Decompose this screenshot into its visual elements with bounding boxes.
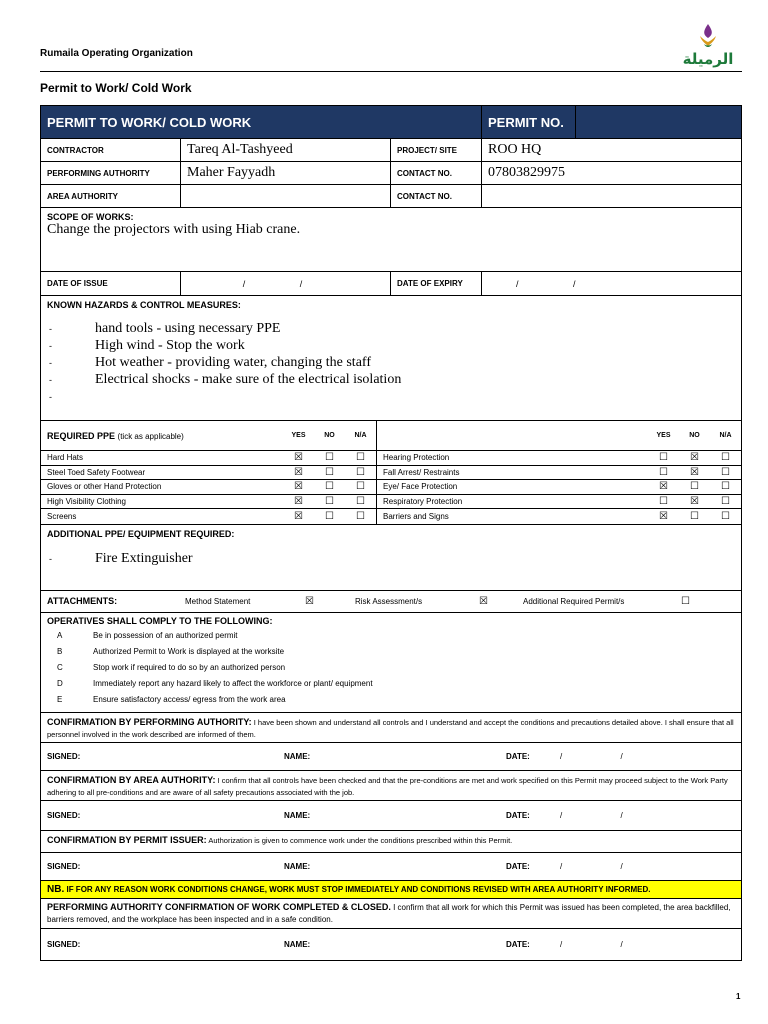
name-label: NAME: [284,751,311,761]
contractor-row [41,139,741,162]
checkbox-no[interactable]: ☒ [690,495,699,507]
issue-date-label: DATE OF ISSUE [41,272,181,295]
hazards-label: KNOWN HAZARDS & CONTROL MEASURES: [47,300,241,310]
checkbox-yes[interactable]: ☒ [659,481,668,493]
checkbox-no[interactable]: ☐ [325,495,334,507]
contact2-label: CONTACT NO. [391,185,482,207]
list-item: - [49,391,52,402]
project-label: PROJECT/ SITE [391,139,482,161]
col-na: N/A [354,432,367,439]
hazards-section [41,296,741,421]
organization-name: Rumaila Operating Organization [40,48,193,59]
closed-confirmation-text: I confirm that all work for which this Permit was issued has been completed, the area backfilled, barriers removed, and the workplace has been inspected and in a safe condition. [47,902,731,924]
additional-permit-label: Additional Required Permit/s [523,596,625,606]
list-item: - Fire Extinguisher [49,551,193,566]
page-number: 1 [736,992,741,1001]
table-row: Gloves or other Hand Protection ☒ ☐ ☐ [41,480,376,495]
table-row: Barriers and Signs ☒ ☐ ☐ [377,509,741,524]
area-authority-label: AREA AUTHORITY [41,185,181,207]
additional-permit-checkbox[interactable]: ☐ [681,595,690,607]
col-no: NO [324,432,335,439]
ppe-header [41,421,376,451]
scope-field[interactable]: Change the projectors with using Hiab crane. [47,222,301,237]
performing-authority-label: PERFORMING AUTHORITY [41,162,181,184]
checkbox-yes[interactable]: ☐ [659,495,668,507]
contact-label: CONTACT NO. [391,162,482,184]
checkbox-na[interactable]: ☐ [356,495,365,507]
issuer-confirmation [41,831,741,853]
date-field[interactable]: / / [560,861,651,871]
nb-text: IF FOR ANY REASON WORK CONDITIONS CHANGE, WORK MUST STOP IMMEDIATELY AND CONDITIONS REVISED WITH AREA AUTHORITY INFORMED. [66,884,651,894]
checkbox-na[interactable]: ☐ [356,452,365,464]
closed-confirmation-title: PERFORMING AUTHORITY CONFIRMATION OF WORK COMPLETED & CLOSED. [47,901,391,912]
permit-form [40,105,742,961]
date-field[interactable]: / / [560,810,651,820]
list-item: B Authorized Permit to Work is displayed at the worksite [57,647,285,656]
name-label: NAME: [284,810,311,820]
additional-ppe-list [47,551,735,568]
project-field[interactable]: ROO HQ [488,142,542,157]
checkbox-na[interactable]: ☐ [356,466,365,478]
signed-label: SIGNED: [47,751,81,761]
method-statement-checkbox[interactable]: ☒ [305,595,314,607]
scope-label: SCOPE OF WORKS: [47,212,134,222]
checkbox-yes[interactable]: ☐ [659,466,668,478]
nb-warning [41,881,741,899]
checkbox-na[interactable]: ☐ [721,452,730,464]
performing-row [41,162,741,185]
table-row: High Visibility Clothing ☒ ☐ ☐ [41,495,376,510]
signed-label: SIGNED: [47,810,81,820]
date-field[interactable]: / / [560,939,651,949]
date-label: DATE: [506,861,530,871]
area-confirmation-title: CONFIRMATION BY AREA AUTHORITY: [47,774,216,785]
col-no: NO [689,432,700,439]
signature-row [41,929,741,960]
signature-row [41,853,741,881]
checkbox-no[interactable]: ☐ [325,466,334,478]
checkbox-na[interactable]: ☐ [721,481,730,493]
checkbox-na[interactable]: ☐ [721,495,730,507]
date-label: DATE: [506,939,530,949]
table-row: Steel Toed Safety Footwear ☒ ☐ ☐ [41,466,376,481]
name-label: NAME: [284,861,311,871]
checkbox-yes[interactable]: ☒ [294,452,303,464]
closed-confirmation [41,899,741,929]
logo-text: الرميلة [682,50,734,68]
checkbox-no[interactable]: ☐ [325,481,334,493]
risk-assessment-checkbox[interactable]: ☒ [479,595,488,607]
permit-no-label: PERMIT NO. [482,106,576,138]
method-statement-label: Method Statement [185,596,251,606]
additional-ppe-label: ADDITIONAL PPE/ EQUIPMENT REQUIRED: [47,528,235,539]
checkbox-yes[interactable]: ☒ [659,510,668,522]
list-item: D Immediately report any hazard likely to affect the workforce or plant/ equipment [57,679,373,688]
table-row: Hearing Protection ☐ ☒ ☐ [377,451,741,466]
form-title: PERMIT TO WORK/ COLD WORK [41,106,482,138]
hazards-list [47,320,735,405]
issue-date-field[interactable]: / / [181,272,391,295]
signed-label: SIGNED: [47,861,81,871]
checkbox-no[interactable]: ☐ [690,510,699,522]
col-yes: YES [656,432,671,439]
list-item: A Be in possession of an authorized permit [57,631,238,640]
issuer-confirmation-text: Authorization is given to commence work under the conditions prescribed within this Permit. [208,835,513,845]
page-title: Permit to Work/ Cold Work [40,81,192,95]
checkbox-yes[interactable]: ☒ [294,466,303,478]
checkbox-yes[interactable]: ☒ [294,481,303,493]
checkbox-yes[interactable]: ☒ [294,510,303,522]
area-confirmation [41,771,741,801]
checkbox-yes[interactable]: ☒ [294,495,303,507]
date-field[interactable]: / / [560,751,651,761]
list-item: C Stop work if required to do so by an authorized person [57,663,286,672]
nb-label: NB. [47,883,65,895]
table-row: Respiratory Protection ☐ ☒ ☐ [377,495,741,510]
name-label: NAME: [284,939,311,949]
ppe-table [41,421,741,525]
ppe-left-column [41,421,377,524]
checkbox-no[interactable]: ☐ [325,510,334,522]
permit-no-field[interactable] [576,106,741,138]
form-header-row [41,106,741,139]
area-authority-field[interactable] [181,185,391,207]
col-yes: YES [291,432,306,439]
contractor-field[interactable]: Tareq Al-Tashyeed [181,139,391,161]
risk-assessment-label: Risk Assessment/s [355,596,423,606]
table-row: Eye/ Face Protection ☒ ☐ ☐ [377,480,741,495]
performing-authority-field[interactable]: Maher Fayyadh [181,162,391,184]
area-row [41,185,741,208]
checkbox-yes[interactable]: ☐ [659,452,668,464]
checkbox-na[interactable]: ☐ [721,466,730,478]
performing-confirmation-text: I have been shown and understand all controls and I understand and accept the conditions and precautions detailed above. I shall ensure that all personnel involved in the work described are informed of them. [47,717,734,739]
col-na: N/A [719,432,732,439]
attachments-label: ATTACHMENTS: [47,596,118,606]
checkbox-no[interactable]: ☐ [690,481,699,493]
checkbox-no[interactable]: ☒ [690,452,699,464]
list-item: - hand tools - using necessary PPE [49,320,281,336]
contractor-label: CONTRACTOR [41,139,181,161]
expiry-date-label: DATE OF EXPIRY [391,272,482,295]
signature-row [41,743,741,771]
area-confirmation-text: I confirm that all controls have been checked and that the pre-conditions are met and work specified on this Permit may proceed subject to the Work Party adhering to all pre-conditions and are aware of all safety precautions associated with the job. [47,775,728,797]
checkbox-na[interactable]: ☐ [356,481,365,493]
additional-ppe-section [41,525,741,591]
date-label: DATE: [506,810,530,820]
operatives-section [41,613,741,713]
performing-confirmation [41,713,741,743]
expiry-date-field[interactable]: / / [516,278,602,289]
signature-row [41,801,741,831]
ppe-header [377,421,741,451]
list-item: - Hot weather - providing water, changing the staff [49,354,371,370]
performing-confirmation-title: CONFIRMATION BY PERFORMING AUTHORITY: [47,716,252,727]
ppe-note: (tick as applicable) [117,431,184,441]
list-item: - Electrical shocks - make sure of the electrical isolation [49,371,402,387]
list-item: - High wind - Stop the work [49,337,245,353]
checkbox-no[interactable]: ☒ [690,466,699,478]
list-item: E Ensure satisfactory access/ egress from the work area [57,695,286,704]
flame-icon [680,22,736,52]
contact-field[interactable]: 07803829975 [488,165,565,180]
checkbox-no[interactable]: ☐ [325,452,334,464]
ppe-title: REQUIRED PPE [47,430,116,441]
date-label: DATE: [506,751,530,761]
operatives-label: OPERATIVES SHALL COMPLY TO THE FOLLOWING: [47,615,273,626]
table-row: Fall Arrest/ Restraints ☐ ☒ ☐ [377,466,741,481]
ppe-right-column [377,421,741,524]
issuer-confirmation-title: CONFIRMATION BY PERMIT ISSUER: [47,834,207,845]
attachments-row [41,591,741,613]
dates-row [41,272,741,296]
table-row: Hard Hats ☒ ☐ ☐ [41,451,376,466]
scope-section [41,208,741,272]
signed-label: SIGNED: [47,939,81,949]
checkbox-na[interactable]: ☐ [356,510,365,522]
header-divider [40,71,742,72]
table-row: Screens ☒ ☐ ☐ [41,509,376,524]
checkbox-na[interactable]: ☐ [721,510,730,522]
company-logo [680,22,736,68]
contact2-field[interactable] [482,185,741,207]
